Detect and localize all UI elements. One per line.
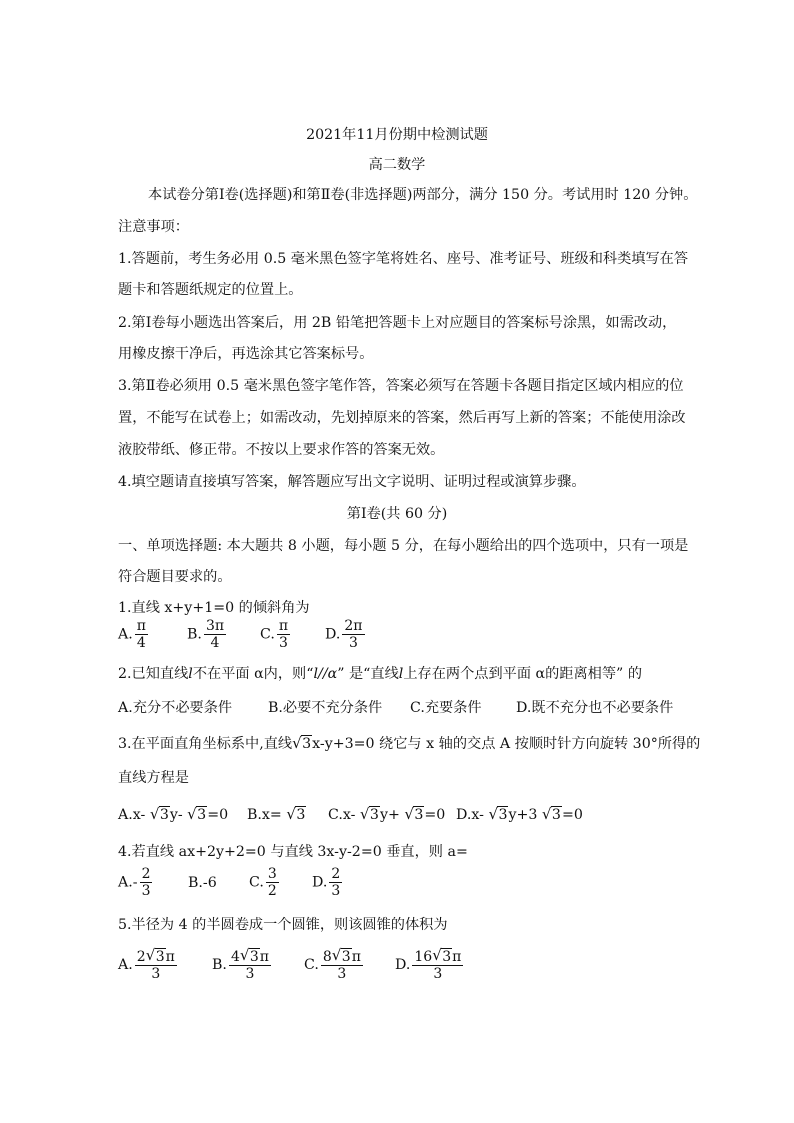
q4-option-c: C. $\frac{3}{2}$ (249, 866, 277, 899)
q5-option-b: B. $\frac{4√ 3\pi}{3}$ (212, 948, 273, 982)
subject-title: 高二数学 (368, 157, 426, 173)
q5-option-a: A. $\frac{2√ 3\pi}{3}$ (118, 948, 179, 982)
note-2a: 2.第Ⅰ卷每小题选出答案后，用 2B 铅笔把答题卡上对应题目的答案标号涂黑，如需改动， (118, 315, 677, 331)
q5-option-d: D. $\frac{16√ 3\pi}{3}$ (395, 948, 465, 982)
q4-option-d: D. $\frac{2}{3}$ (312, 866, 341, 899)
q1-option-d: D. $\frac{2\pi}{3}$ (325, 618, 363, 651)
section1-instr-a: 一、单项选择题: 本大题共 8 小题，每小题 5 分，在每小题给出的四个选项中，只有一项是 (118, 538, 689, 554)
note-2b: 用橡皮擦干净后，再选涂其它答案标号。 (118, 346, 374, 362)
q4-stem: 4.若直线 ax+2y+2=0 与直线 3x-y-2=0 垂直，则 a= (118, 844, 468, 860)
q3-option-a: A.x- √ 3y- √ 3=0 (118, 806, 228, 823)
q3-option-b: B.x= √ 3 (247, 806, 306, 823)
q2-stem: 2.已知直线l不在平面 α内，则“l//α” 是“直线l上存在两个点到平面 α的距离相等” 的 (118, 666, 643, 682)
note-4: 4.填空题请直接填写答案，解答题应写出文字说明、证明过程或演算步骤。 (118, 474, 586, 490)
q1-option-a: A. $\frac{\pi}{4}$ (118, 618, 146, 651)
q2-option-a: A.充分不必要条件 (118, 700, 233, 716)
q1-stem: 1.直线 x+y+1=0 的倾斜角为 (118, 600, 310, 616)
note-3a: 3.第Ⅱ卷必须用 0.5 毫米黑色签字笔作答，答案必须写在答题卡各题目指定区域内相应的位 (118, 378, 684, 394)
q1-option-c: C. $\frac{\pi}{3}$ (260, 618, 289, 651)
intro-line: 本试卷分第Ⅰ卷(选择题)和第Ⅱ卷(非选择题)两部分，满分 150 分。考试用时 120 分钟。 (148, 187, 698, 203)
q3-stem-line2: 直线方程是 (118, 770, 189, 786)
q2-option-c: C.充要条件 (410, 700, 482, 716)
q5-stem: 5.半径为 4 的半圆卷成一个圆锥，则该圆锥的体积为 (118, 917, 448, 933)
q2-option-b: B.必要不充分条件 (268, 700, 383, 716)
exam-title: 2021年11月份期中检测试题 (306, 127, 488, 143)
note-1b: 题卡和答题纸规定的位置上。 (118, 282, 303, 298)
note-3b: 置，不能写在试卷上；如需改动，先划掉原来的答案，然后再写上新的答案；不能使用涂改 (118, 410, 686, 426)
q4-option-a: A.- $\frac{2}{3}$ (118, 866, 151, 899)
section1-title: 第Ⅰ卷(共 60 分) (346, 506, 448, 522)
q3-stem: 3.在平面直角坐标系中,直线√ 3x-y+3=0 绕它与 x 轴的交点 A 按顺时针方向旋转 30°所得的 (118, 734, 700, 754)
q3-option-d: D.x- √ 3y+3 √ 3=0 (456, 806, 583, 823)
q1-option-b: B. $\frac{3\pi}{4}$ (187, 618, 225, 651)
note-3c: 液胶带纸、修正带。不按以上要求作答的答案无效。 (118, 442, 445, 458)
q5-option-c: C. $\frac{8√ 3\pi}{3}$ (304, 948, 365, 982)
note-1a: 1.答题前，考生务必用 0.5 毫米黑色签字笔将姓名、座号、准考证号、班级和科类填写在答 (118, 251, 689, 267)
q4-option-b: B.-6 (188, 875, 217, 891)
q3-option-c: C.x- √ 3y+ √ 3=0 (328, 806, 445, 823)
q2-option-d: D.既不充分也不必要条件 (516, 700, 674, 716)
notice-title: 注意事项： (118, 219, 189, 235)
section1-instr-b: 符合题目要求的。 (118, 569, 232, 585)
